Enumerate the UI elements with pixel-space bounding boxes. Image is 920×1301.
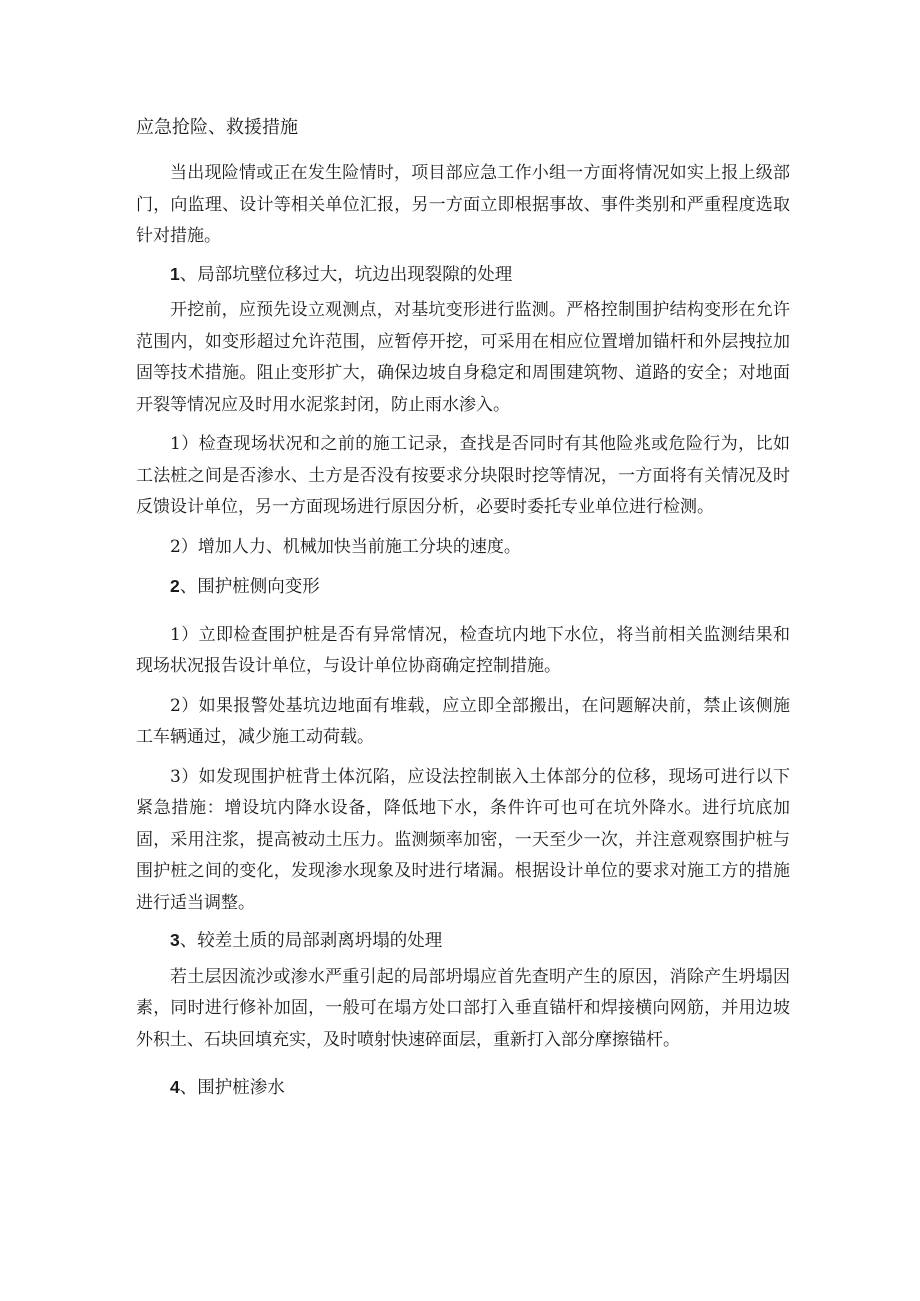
section-2-number: 2 xyxy=(170,576,180,596)
section-1-paragraph-2: 1）检查现场状况和之前的施工记录，查找是否同时有其他险兆或危险行为，比如工法桩之间是否渗水、土方是否没有按要求分块限时挖等情况，一方面将有关情况及时反馈设计单位，另一方面现场进行原因分析，必要时委托专业单位进行检测。 xyxy=(136,434,790,517)
document-body xyxy=(136,112,790,1105)
section-1-number: 1 xyxy=(170,263,180,284)
document-title: 应急抢险、救援措施 xyxy=(136,117,298,138)
section-1-paragraph-3: 2）增加人力、机械加快当前施工分块的速度。 xyxy=(170,536,521,557)
section-3-heading xyxy=(136,925,790,958)
section-1-paragraph-1: 开挖前，应预先设立观测点，对基坑变形进行监测。严格控制围护结构变形在允许范围内，如变形超过允许范围，应暂停开挖，可采用在相应位置增加锚杆和外层拽拉加固等技术措施。阻止变形扩大，确保边坡自身稳定和周围建筑物、道路的安全；对地面开裂等情况应及时用水泥浆封闭，防止雨水渗入。 xyxy=(136,300,790,415)
section-1-heading xyxy=(136,259,790,292)
section-2-paragraph-3: 3）如发现围护桩背土体沉陷，应设法控制嵌入土体部分的位移，现场可进行以下紧急措施：增设坑内降水设备，降低地下水，条件许可也可在坑外降水。进行坑底加固，采用注浆，提高被动土压力。监测频率加密，一天至少一次，并注意观察围护桩与围护桩之间的变化，发现渗水现象及时进行堵漏。根据设计单位的要求对施工方的措施进行适当调整。 xyxy=(136,766,790,913)
section-2-paragraph-2: 2）如果报警处基坑边地面有堆载，应立即全部搬出，在问题解决前，禁止该侧施工车辆通过，减少施工动荷载。 xyxy=(136,695,790,747)
section-4-number: 4 xyxy=(170,1077,180,1097)
section-4-title: 、围护桩渗水 xyxy=(179,1078,285,1098)
section-3-title: 、较差土质的局部剥离坍塌的处理 xyxy=(179,931,443,951)
section-3-number: 3 xyxy=(170,930,180,950)
section-2-title: 、围护桩侧向变形 xyxy=(179,577,320,597)
section-4-heading xyxy=(136,1072,790,1105)
intro-paragraph: 当出现险情或正在发生险情时，项目部应急工作小组一方面将情况如实上报上级部门，向监理、设计等相关单位汇报，另一方面立即根据事故、事件类别和严重程度选取针对措施。 xyxy=(136,163,790,246)
section-1-title: 、局部坑壁位移过大，坑边出现裂隙的处理 xyxy=(179,264,513,285)
section-3-paragraph-1: 若土层因流沙或渗水严重引起的局部坍塌应首先查明产生的原因，消除产生坍塌因素，同时进行修补加固，一般可在塌方处口部打入垂直锚杆和焊接横向网筋，并用边坡外积土、石块回填充实，及时喷射快速碎面层，重新打入部分摩擦锚杆。 xyxy=(136,966,790,1050)
section-2-paragraph-1: 1）立即检查围护桩是否有异常情况，检查坑内地下水位，将当前相关监测结果和现场状况报告设计单位，与设计单位协商确定控制措施。 xyxy=(136,624,790,676)
section-2-heading xyxy=(136,571,790,604)
